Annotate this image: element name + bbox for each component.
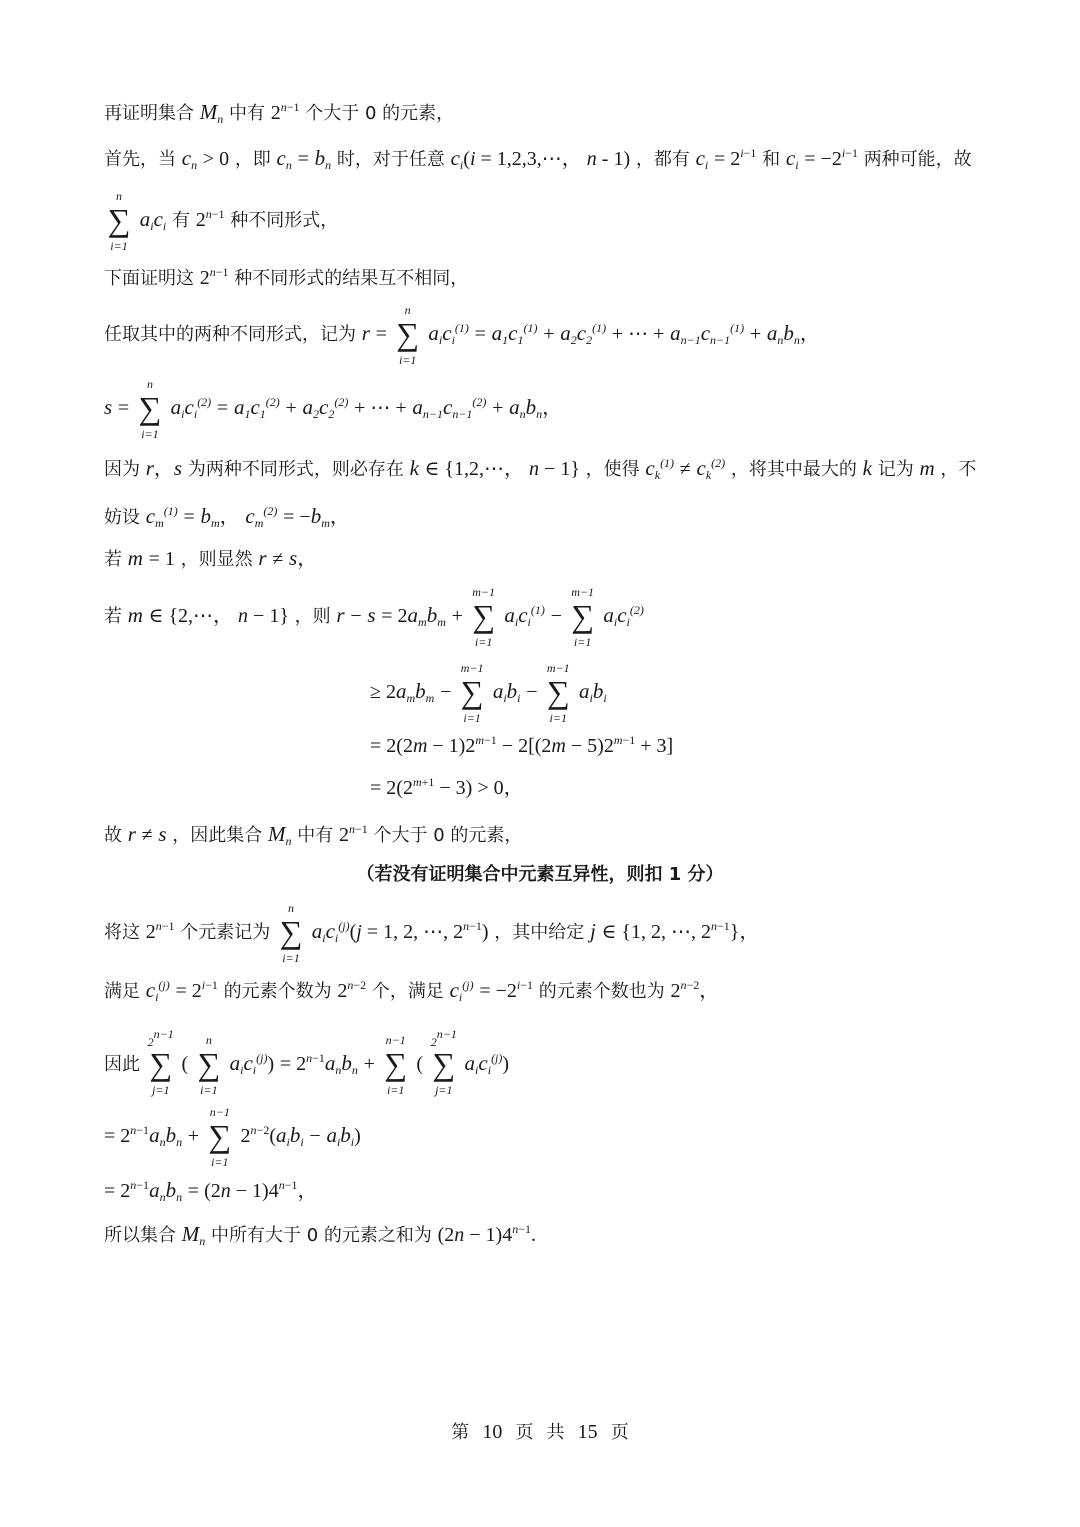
text-line: 首先，当 $c_n > 0$ ，即 $c_n = b_n$ 时，对于任意 $c_i(i$ = 1,2,3,⋯， n - 1) ，都有 $c_i = 2^{i-1}$ 和 $c_i = -2^{i-1}$ 两种可能，故 — [104, 146, 972, 172]
text-line: 妨设 $c_m^{(1)} = b_m$， $c_m^{(2)} = -b_m$， — [104, 504, 350, 530]
text-line: 满足 $c_i^{(j)} = 2^{i-1}$ 的元素个数为 $2^{n-2}$ 个，满足 $c_i^{(j)} = -2^{i-1}$ 的元素个数也为 $2^{n-2}$， — [104, 978, 720, 1004]
equation-line: = $2(2^{m+1} - 3) > 0$， — [370, 775, 524, 799]
equation-line: = $2(2m - 1)2^{m-1} - 2[(2m - 5)2^{m-1} + 3]$ — [370, 733, 674, 757]
text-line: 将这 $2^{n-1}$ 个元素记为 n ∑ i=1 $a_ic_i^{(j)}(j = 1$, 2, ⋯, $2^{n-1}$) ，其中给定 j ∈ {1, 2, ⋯, $2^{n-1}$}， — [104, 901, 760, 965]
page-total: 15 — [577, 1421, 598, 1443]
text-line: 所以集合 $M_n$ 中所有大于 0 的元素之和为 $(2n - 1)4^{n-1}$. — [104, 1222, 537, 1248]
text-line: 下面证明这 $2^{n-1}$ 种不同形式的结果互不相同， — [104, 265, 469, 289]
text-line: 故 r ≠ s ，因此集合 $M_n$ 中有 $2^{n-1}$ 个大于 0 的元素， — [104, 822, 523, 848]
equation-line: ≥ $2a_mb_m$ − m−1 ∑ i=1 $a_ib_i$ − m−1 ∑ i=1 $a_ib_i$ — [370, 661, 607, 725]
text-line: 任取其中的两种不同形式，记为 r = n ∑ i=1 $a_ic_i^{(1)} = a_1c_1^{(1)} + a_2c_2^{(1)}$ + ⋯ + $a_{n-1}c_{n-1}^{(1)} + a_nb_n$， — [104, 303, 820, 367]
text-line: s = n ∑ i=1 $a_ic_i^{(2)} = a_1c_1^{(2)} + a_2c_2^{(2)}$ + ⋯ + $a_{n-1}c_{n-1}^{(2)} + a_nb_n$， — [104, 377, 563, 441]
text-line: 因此 $2^{n-1}$ ∑ j=1 ( n ∑ i=1 $a_ic_i^{(j)}) = 2^{n-1}a_nb_n$ + n−1 ∑ i=1 ( $2^{n-1}$ ∑ j=1 $a_ic_i^{(j)}$) — [104, 1027, 510, 1097]
text-line: n ∑ i=1 $a_ic_i$ 有 $2^{n-1}$ 种不同形式， — [107, 189, 339, 253]
page-number: 10 — [482, 1421, 503, 1443]
equation-line: = $2^{n-1}a_nb_n = (2n - 1)4^{n-1}$， — [104, 1178, 318, 1204]
grading-note: （若没有证明集合中元素互异性，则扣 1 分） — [356, 864, 724, 885]
text-line: 若 m = 1 ，则显然 r ≠ s， — [104, 546, 318, 570]
text-line: 若 m ∈ {2,⋯， n − 1} ，则 $r - s = 2a_mb_m$ + m−1 ∑ i=1 $a_ic_i^{(1)}$ − m−1 ∑ i=1 $a_ic_i^{(2)}$ — [104, 585, 644, 649]
text-line: 再证明集合 $M_n$ 中有 $2^{n-1}$ 个大于 0 的元素， — [104, 100, 455, 126]
equation-line: = $2^{n-1}a_nb_n$ + n−1 ∑ i=1 $2^{n-2}(a_ib_i - a_ib_i)$ — [104, 1105, 361, 1169]
page-footer: 第 10 页 共 15 页 — [451, 1421, 629, 1443]
text-line: 因为 r，s 为两种不同形式，则必存在 k ∈ {1,2,⋯， n − 1} ，使得 $c_k^{(1)} \ne c_k^{(2)}$ ，将其中最大的 k 记为 m ，不 — [104, 456, 977, 482]
